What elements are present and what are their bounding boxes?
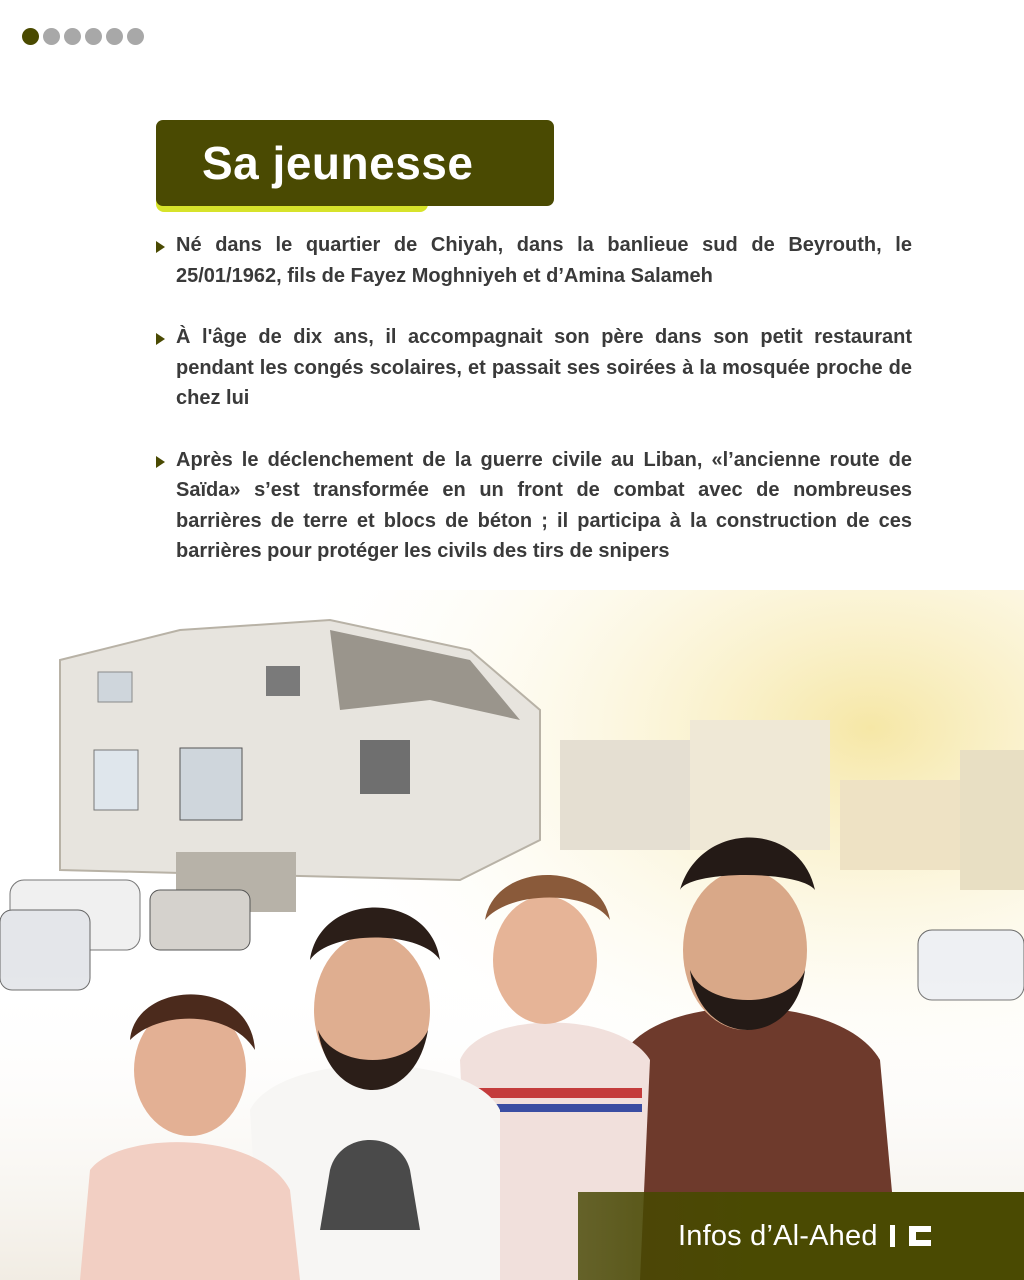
bullet-list <box>156 230 912 598</box>
pager-dot[interactable] <box>64 28 81 45</box>
bullet-text: À l'âge de dix ans, il accompagnait son père dans son petit restaurant pendant les congés scolaires, et passait ses soirées à la mosquée proche de chez lui <box>176 326 912 409</box>
pager-dot-active[interactable] <box>22 28 39 45</box>
pager-dot[interactable] <box>127 28 144 45</box>
brand-divider <box>890 1225 895 1247</box>
title-banner <box>156 120 554 216</box>
carousel-pager[interactable] <box>22 28 144 45</box>
bullet-text: Né dans le quartier de Chiyah, dans la banlieue sud de Beyrouth, le 25/01/1962, fils de Fayez Moghniyeh et d’Amina Salameh <box>176 234 912 287</box>
pager-dot[interactable] <box>85 28 102 45</box>
brand-name: Infos d’Al-Ahed <box>678 1219 878 1252</box>
bullet-item <box>156 445 912 567</box>
bullet-text: Après le déclenchement de la guerre civile au Liban, «l’ancienne route de Saïda» s’est transformée en un front de combat avec de nombreuses barrières de terre et blocs de béton ; il participa à la construction de ces barrières pour protéger les civils des tirs de snipers <box>176 448 912 562</box>
bullet-item <box>156 230 912 291</box>
triangle-right-icon <box>156 241 165 253</box>
al-ahed-logo-icon <box>907 1224 933 1248</box>
triangle-right-icon <box>156 333 165 345</box>
page-title: Sa jeunesse <box>156 120 554 206</box>
triangle-right-icon <box>156 456 165 468</box>
brand-footer <box>578 1192 1024 1280</box>
pager-dot[interactable] <box>106 28 123 45</box>
pager-dot[interactable] <box>43 28 60 45</box>
bullet-item <box>156 322 912 414</box>
watercolor-illustration <box>0 590 1024 1280</box>
ruined-building <box>60 620 540 912</box>
